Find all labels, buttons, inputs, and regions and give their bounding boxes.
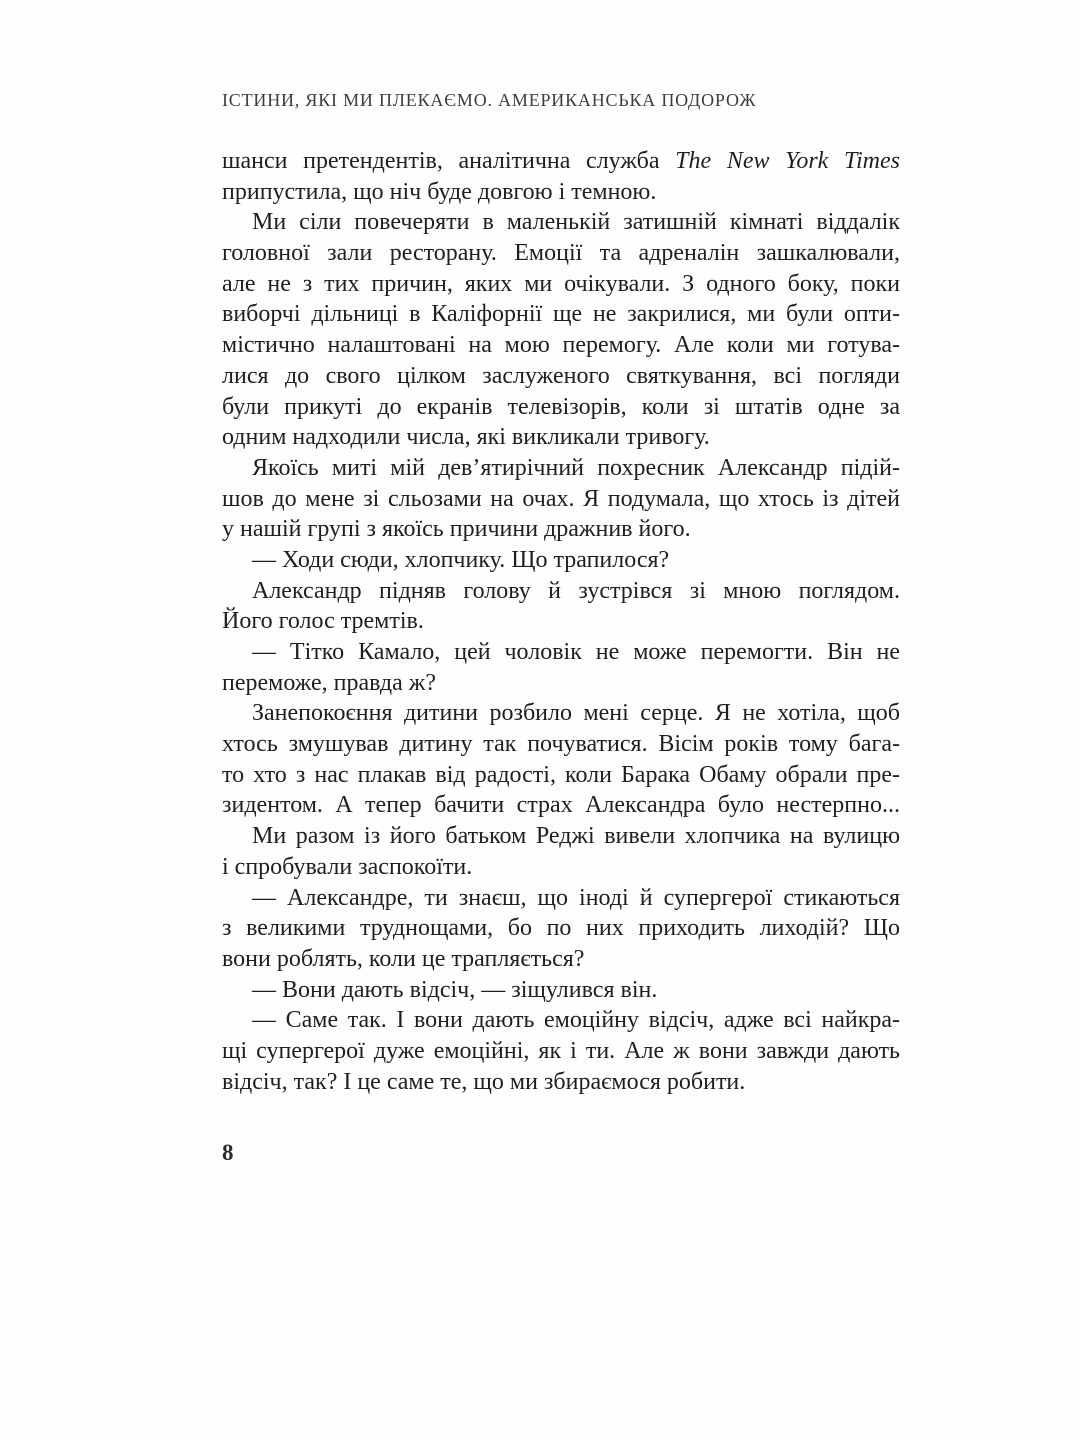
text-line [222, 576, 900, 607]
text-line [222, 1036, 900, 1067]
text-segment: — Вони дають відсіч, — зіщулився він. [252, 976, 658, 1003]
text-segment: Занепокоєння дитини розбило мені серце. Я не хотіла, щоб [252, 700, 900, 727]
paragraph [222, 1005, 900, 1097]
paragraph [222, 637, 900, 698]
text-segment: Александр підняв голову й зустрівся зі мною поглядом. [252, 577, 900, 604]
text-segment: вони роблять, коли це трапляється? [222, 945, 585, 972]
text-line [222, 269, 900, 300]
paragraph [222, 146, 900, 207]
text-segment: Якоїсь миті мій дев’ятирічний похресник Александр підій- [252, 454, 900, 481]
text-segment: лися до свого цілком заслуженого святкування, всі погляди [222, 362, 900, 389]
text-line [222, 146, 900, 177]
text-line [222, 453, 900, 484]
text-line [222, 975, 900, 1006]
paragraph [222, 545, 900, 576]
text-segment: виборчі дільниці в Каліфорнії ще не закрилися, ми були опти- [222, 301, 900, 328]
text-segment: і спробували заспокоїти. [222, 853, 473, 880]
paragraph [222, 207, 900, 453]
text-segment: Ми разом із його батьком Реджі вивели хлопчика на вулицю [252, 823, 900, 850]
text-line [222, 361, 900, 392]
text-line [222, 883, 900, 914]
paragraph [222, 975, 900, 1006]
text-segment: з великими труднощами, бо по них приходить лиходій? Що [222, 915, 900, 942]
text-segment: щі супергерої дуже емоційні, як і ти. Але ж вони завжди дають [222, 1037, 900, 1064]
text-line [222, 821, 900, 852]
text-line [222, 330, 900, 361]
text-segment: головної зали ресторану. Емоції та адреналін зашкалювали, [222, 240, 900, 267]
text-line [222, 668, 900, 699]
text-segment: то хто з нас плакав від радості, коли Барака Обаму обрали пре- [222, 761, 900, 788]
text-segment: але не з тих причин, яких ми очікували. З одного боку, поки [222, 270, 900, 297]
text-segment: хтось змушував дитину так почуватися. Вісім років тому бага- [222, 731, 900, 758]
text-segment: переможе, правда ж? [222, 669, 436, 696]
text-line [222, 484, 900, 515]
text-segment: зидентом. А тепер бачити страх Александра було нестерпно... [222, 792, 900, 819]
text-segment: Ми сіли повечеряти в маленькій затишній кімнаті віддалік [252, 209, 900, 236]
text-line [222, 760, 900, 791]
text-line [222, 606, 900, 637]
text-segment: містично налаштовані на мою перемогу. Але коли ми готува- [222, 332, 900, 359]
text-line [222, 207, 900, 238]
text-segment: — Ходи сюди, хлопчику. Що трапилося? [252, 546, 670, 573]
text-line [222, 177, 900, 208]
text-segment: у нашій групі з якоїсь причини дражнив його. [222, 516, 691, 543]
text-line [222, 422, 900, 453]
paragraph [222, 698, 900, 821]
text-line [222, 913, 900, 944]
text-segment: — Саме так. І вони дають емоційну відсіч, адже всі найкра- [252, 1007, 900, 1034]
text-line [222, 729, 900, 760]
text-segment: — Тітко Камало, цей чоловік не може перемогти. Він не [252, 639, 900, 665]
text-line [222, 852, 900, 883]
text-segment: відсіч, так? І це саме те, що ми збираємося робити. [222, 1068, 746, 1095]
text-line [222, 545, 900, 576]
paragraph [222, 453, 900, 545]
text-segment: шов до мене зі сльозами на очах. Я подумала, що хтось із дітей [222, 485, 900, 512]
body-text [222, 146, 900, 1097]
text-segment: — Александре, ти знаєш, що іноді й супергерої стикаються [252, 884, 900, 911]
text-segment: шанси претендентів, аналітична служба [222, 148, 676, 174]
text-segment: були прикуті до екранів телевізорів, коли зі штатів одне за [222, 393, 900, 420]
paragraph [222, 883, 900, 975]
text-line [222, 637, 900, 668]
paragraph [222, 576, 900, 637]
text-line [222, 944, 900, 975]
text-line [222, 1005, 900, 1036]
text-line [222, 238, 900, 269]
text-line [222, 790, 900, 821]
italic-publication-title: The New York Times [675, 148, 900, 174]
text-line [222, 1067, 900, 1098]
text-segment: припустила, що ніч буде довгою і темною. [222, 178, 657, 205]
text-line [222, 698, 900, 729]
text-line [222, 392, 900, 423]
page-number: 8 [222, 1140, 234, 1165]
paragraph [222, 821, 900, 882]
text-segment: одним надходили числа, які викликали тривогу. [222, 424, 710, 451]
text-line [222, 299, 900, 330]
running-header: ІСТИНИ, ЯКІ МИ ПЛЕКАЄМО. АМЕРИКАНСЬКА ПОДОРОЖ [222, 90, 757, 110]
text-segment: Його голос тремтів. [222, 608, 424, 635]
text-line [222, 514, 900, 545]
